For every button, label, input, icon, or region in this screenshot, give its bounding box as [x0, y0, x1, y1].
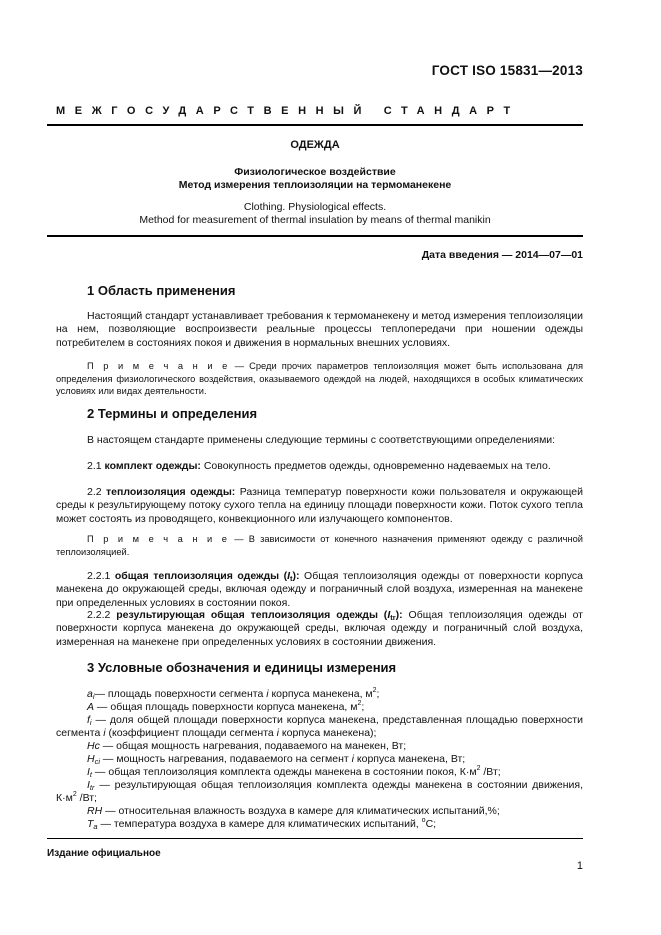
symbol-subscript: tr: [89, 783, 95, 792]
symbol-subscript: i: [92, 692, 95, 701]
definition-text: — площадь поверхности сегмента: [94, 688, 267, 700]
term-definition: Совокупность предметов одежды, одновременно надеваемых на тело.: [200, 460, 551, 472]
term-2-1: [56, 460, 583, 473]
term-2-2-1: [56, 570, 583, 610]
section-2-heading: 2 Термины и определения: [87, 406, 258, 421]
symbol: T: [87, 818, 94, 830]
definition-end: /Вт;: [480, 766, 501, 778]
interstate-standard-banner: МЕЖГОСУДАРСТВЕННЫЙ СТАНДАРТ: [56, 105, 520, 117]
symbol-def-Ta: [56, 818, 583, 831]
symbol: I: [287, 570, 291, 582]
term-name-text: результирующая общая теплоизоляция одежды (: [116, 609, 388, 621]
page-number: 1: [576, 860, 583, 872]
definition-end: /Вт;: [76, 792, 97, 805]
symbol: I: [87, 766, 90, 778]
symbol-inline: i: [103, 727, 106, 740]
section-2-note: [56, 533, 583, 558]
symbol: H: [87, 753, 95, 765]
definition-text: корпуса манекена, Вт;: [353, 753, 466, 765]
section-1-heading: 1 Область применения: [87, 283, 236, 298]
term-name: [116, 609, 402, 621]
term-definition: Общая теплоизоляция одежды от поверхности корпуса манекена до окружающей среды, включая одежду и пограничный слой воздуха, измеренная на манекене при определенных условиях в состоянии покоя.: [56, 570, 583, 609]
superscript: 2: [357, 700, 362, 707]
official-edition-label: Издание официальное: [47, 848, 161, 859]
document-subtitle-ru: [47, 166, 583, 191]
symbol: A: [87, 701, 95, 713]
symbol-inline: i: [276, 727, 280, 740]
symbol: f: [87, 714, 90, 726]
definition-end: С;: [425, 818, 437, 830]
section-2-intro: В настоящем стандарте применены следующие термины с соответствующими определениями:: [87, 434, 556, 446]
definition-end: ;: [361, 701, 365, 713]
symbol-subscript: t: [89, 770, 93, 779]
term-2-2: [56, 486, 583, 526]
intro-date: Дата введения — 2014—07—01: [421, 249, 583, 261]
title-en-line-1: Clothing. Physiological effects.: [243, 201, 387, 213]
footer-rule: [47, 838, 583, 839]
definition-text: — общая теплоизоляция комплекта одежды манекена в состоянии покоя, К·м: [92, 766, 477, 778]
symbol-inline: i: [266, 688, 269, 700]
symbol-subscript: i: [89, 718, 92, 727]
symbol-subscript: tr: [390, 613, 396, 622]
superscript: o: [421, 817, 426, 824]
definition-text: (коэффициент площади сегмента: [105, 727, 277, 740]
section-1-paragraph: Настоящий стандарт устанавливает требования к термоманекену и метод измерения теплоизоляции на нем, позволяющие воспроизвести реальные процессы теплопередачи при ношении одежды потребителем в состояниях покоя и движения в нормальных внешних условиях.: [56, 310, 583, 349]
definition-text: — доля общей площади поверхности корпуса манекена, представленная площадью поверхности сегмента: [56, 714, 583, 740]
term-name: [115, 570, 300, 582]
title-rule: [47, 235, 583, 237]
document-title: ОДЕЖДА: [290, 139, 340, 151]
section-1-note: [56, 360, 583, 398]
definition-text: — результирующая общая теплоизоляция комплекта одежды манекена в состоянии движения, К·м: [56, 779, 583, 805]
section-3-heading: 3 Условные обозначения и единицы измерения: [87, 660, 397, 675]
subtitle-ru-line-2: Метод измерения теплоизоляции на термоманекене: [178, 178, 452, 191]
symbol-def-fi: [56, 714, 583, 741]
superscript: 2: [372, 687, 377, 694]
symbol: a: [87, 688, 93, 700]
term-number: 2.2: [87, 486, 107, 498]
term-name: комплект одежды:: [104, 460, 201, 472]
symbol-def-It: [56, 766, 583, 779]
definition-text: — температура воздуха в камере для климатических испытаний,: [97, 818, 422, 830]
definition-text: корпуса манекена);: [279, 727, 377, 740]
term-name-close: ):: [292, 570, 300, 582]
symbol: I: [387, 609, 391, 621]
term-number: 2.2.2: [87, 609, 117, 621]
standard-code: ГОСТ ISO 15831—2013: [431, 63, 583, 78]
symbol: I: [87, 779, 90, 791]
symbol-inline: i: [351, 753, 354, 765]
term-name-text: общая теплоизоляция одежды (: [114, 570, 288, 582]
term-name: теплоизоляция одежды:: [106, 486, 236, 498]
symbol: Hc: [87, 740, 100, 752]
symbol: RH: [87, 805, 103, 817]
note-label: П р и м е ч а н и е: [87, 361, 230, 371]
title-en-line-2: Method for measurement of thermal insulation by means of thermal manikin: [139, 213, 491, 226]
definition-text: — общая площадь поверхности корпуса манекена, м: [94, 701, 358, 713]
symbol-def-Itr: [56, 779, 583, 806]
symbol-subscript: t: [290, 574, 293, 583]
term-2-2-2: [56, 609, 583, 649]
definition-text: корпуса манекена, м: [268, 688, 373, 700]
symbol-def-Hci: [56, 753, 583, 766]
note-label: П р и м е ч а н и е: [87, 534, 230, 544]
term-number: 2.1: [87, 460, 105, 472]
symbol-def-RH: [56, 805, 583, 818]
definition-text: — мощность нагревания, подаваемого на сегмент: [100, 753, 352, 765]
term-number: 2.2.1: [87, 570, 115, 582]
top-rule: [47, 124, 583, 126]
symbol-def-A: [56, 701, 583, 714]
term-definition: Разница температур поверхности кожи пользователя и окружающей среды к результирующему потоку сухого тепла на единицу площади поверхности кожи. Поток сухого тепла может состоять из проводящего, конвекционного или излучающего компонентов.: [56, 486, 584, 525]
note-text: — Среди прочих параметров теплоизоляция может быть использована для определения физиологического воздействия, оказываемого одеждой на людей, находящихся в особых климатических условиях или видах деятельности.: [56, 361, 583, 396]
symbol-def-ai: [56, 688, 583, 701]
superscript: 2: [72, 791, 77, 799]
symbol-def-Hc: [56, 740, 583, 753]
symbol-subscript: a: [93, 822, 98, 831]
subtitle-ru-line-1: Физиологическое воздействие: [234, 166, 396, 178]
term-definition: Общая теплоизоляция одежды от поверхности корпуса манекена до окружающей среды, включая одежду и пограничный слой воздуха, измеренная на манекене при определенных условиях в состоянии движения.: [56, 609, 583, 648]
superscript: 2: [476, 765, 481, 772]
definition-text: — относительная влажность воздуха в камере для климатических испытаний,%;: [102, 805, 500, 817]
document-title-en: [47, 201, 583, 226]
definition-end: ;: [376, 688, 380, 700]
note-text: — В зависимости от конечного назначения применяют одежду с различной теплоизоляцией.: [56, 534, 584, 557]
term-name-close: ):: [395, 609, 403, 621]
symbol-subscript: ci: [94, 757, 101, 766]
definition-text: — общая мощность нагревания, подаваемого на манекен, Вт;: [99, 740, 407, 752]
